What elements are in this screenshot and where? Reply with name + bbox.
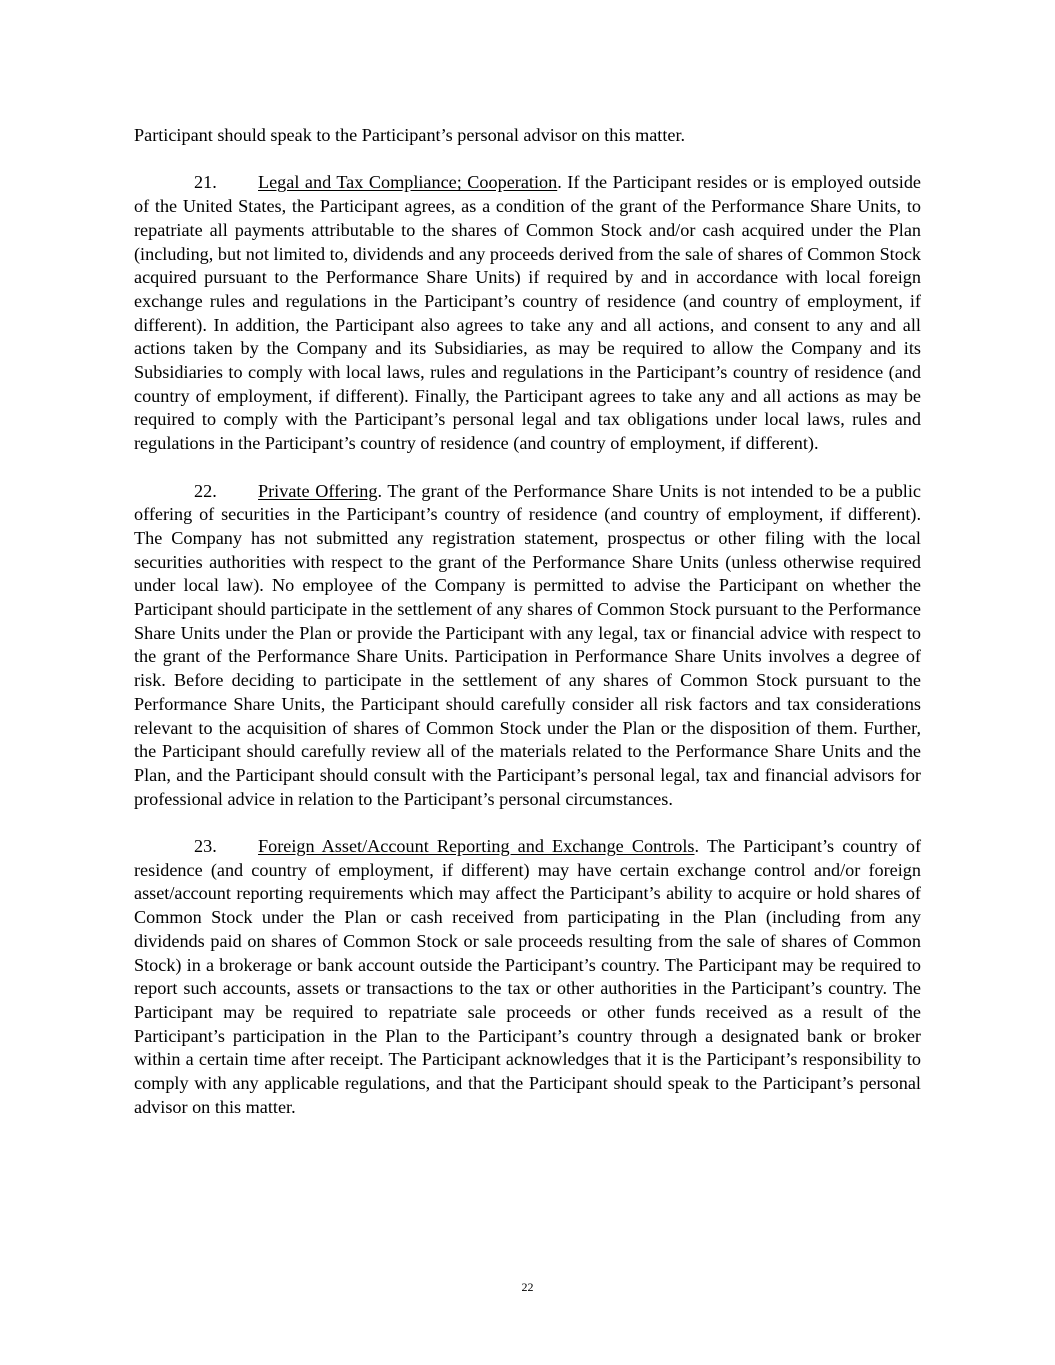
section-22-punct: . <box>377 480 383 501</box>
section-23 <box>134 835 921 1119</box>
section-21-heading: Legal and Tax Compliance; Cooperation <box>258 172 558 193</box>
section-23-punct: . <box>694 836 700 857</box>
section-22-text: The grant of the Performance Share Units is not intended to be a public offering of securities in the Participant’s country of residence (and country of employment, if different). The Company has not submitted any registration statement, prospectus or other filing with the local securities authorities with respect to the grant of the Performance Share Units (unless otherwise required under local law). No employee of the Company is permitted to advise the Participant on whether the Participant should participate in the settlement of any shares of Common Stock pursuant to the Performance Share Units under the Plan or provide the Participant with any legal, tax or financial advice with respect to the grant of the Performance Share Units. Participation in Performance Share Units involves a degree of risk. Before deciding to participate in the settlement of any shares of Common Stock pursuant to the Performance Share Units, the Participant should carefully consider all risk factors and tax considerations relevant to the acquisition of shares of Common Stock under the Plan or the disposition of them. Further, the Participant should carefully review all of the materials related to the Performance Share Units and the Plan, and the Participant should consult with the Participant’s personal legal, tax and financial advisors for professional advice in relation to the Participant’s personal circumstances. <box>134 480 921 809</box>
section-21-text: If the Participant resides or is employed outside of the United States, the Participant agrees, as a condition of the grant of the Performance Share Units, to repatriate all payments attributable to the shares of Common Stock and/or cash acquired under the Plan (including, but not limited to, dividends and any proceeds derived from the sale of shares of Common Stock acquired pursuant to the Performance Share Units) if required by and in accordance with local foreign exchange rules and regulations in the Participant’s country of residence (and country of employment, if different). In addition, the Participant also agrees to take any and all actions, and consent to any and all actions taken by the Company and its Subsidiaries, as may be required to allow the Company and its Subsidiaries to comply with local laws, rules and regulations in the Participant’s country of residence (and country of employment, if different). Finally, the Participant agrees to take any and all actions as may be required to comply with the Participant’s personal legal and tax obligations under local laws, rules and regulations in the Participant’s country of residence (and country of employment, if different). <box>134 172 921 454</box>
section-21-number: 21. <box>194 172 217 193</box>
section-23-number: 23. <box>194 836 217 857</box>
section-23-text: The Participant’s country of residence (and country of employment, if different) may have certain exchange control and/or foreign asset/account reporting requirements which may affect the Participant’s ability to acquire or hold shares of Common Stock under the Plan or cash received from participating in the Plan (including from any dividends paid on shares of Common Stock or sale proceeds resulting from the sale of shares of Common Stock) in a brokerage or bank account outside the Participant’s country. The Participant may be required to report such accounts, assets or transactions to the tax or other authorities in the Participant’s country. The Participant may be required to repatriate sale proceeds or other funds received as a result of the Participant’s participation in the Plan to the Participant’s country through a designated bank or broker within a certain time after receipt. The Participant acknowledges that it is the Participant’s responsibility to comply with any applicable regulations, and that the Participant should speak to the Participant’s personal advisor on this matter. <box>134 836 922 1117</box>
document-page <box>134 124 921 1119</box>
section-23-heading: Foreign Asset/Account Reporting and Exchange Controls <box>258 836 695 857</box>
section-22-heading: Private Offering <box>258 480 378 501</box>
intro-paragraph: Participant should speak to the Participant’s personal advisor on this matter. <box>134 125 686 145</box>
section-21 <box>134 171 921 455</box>
section-22 <box>134 480 921 812</box>
page-number: 22 <box>521 1280 534 1294</box>
section-22-number: 22. <box>194 480 217 501</box>
section-21-punct: . <box>557 172 562 193</box>
